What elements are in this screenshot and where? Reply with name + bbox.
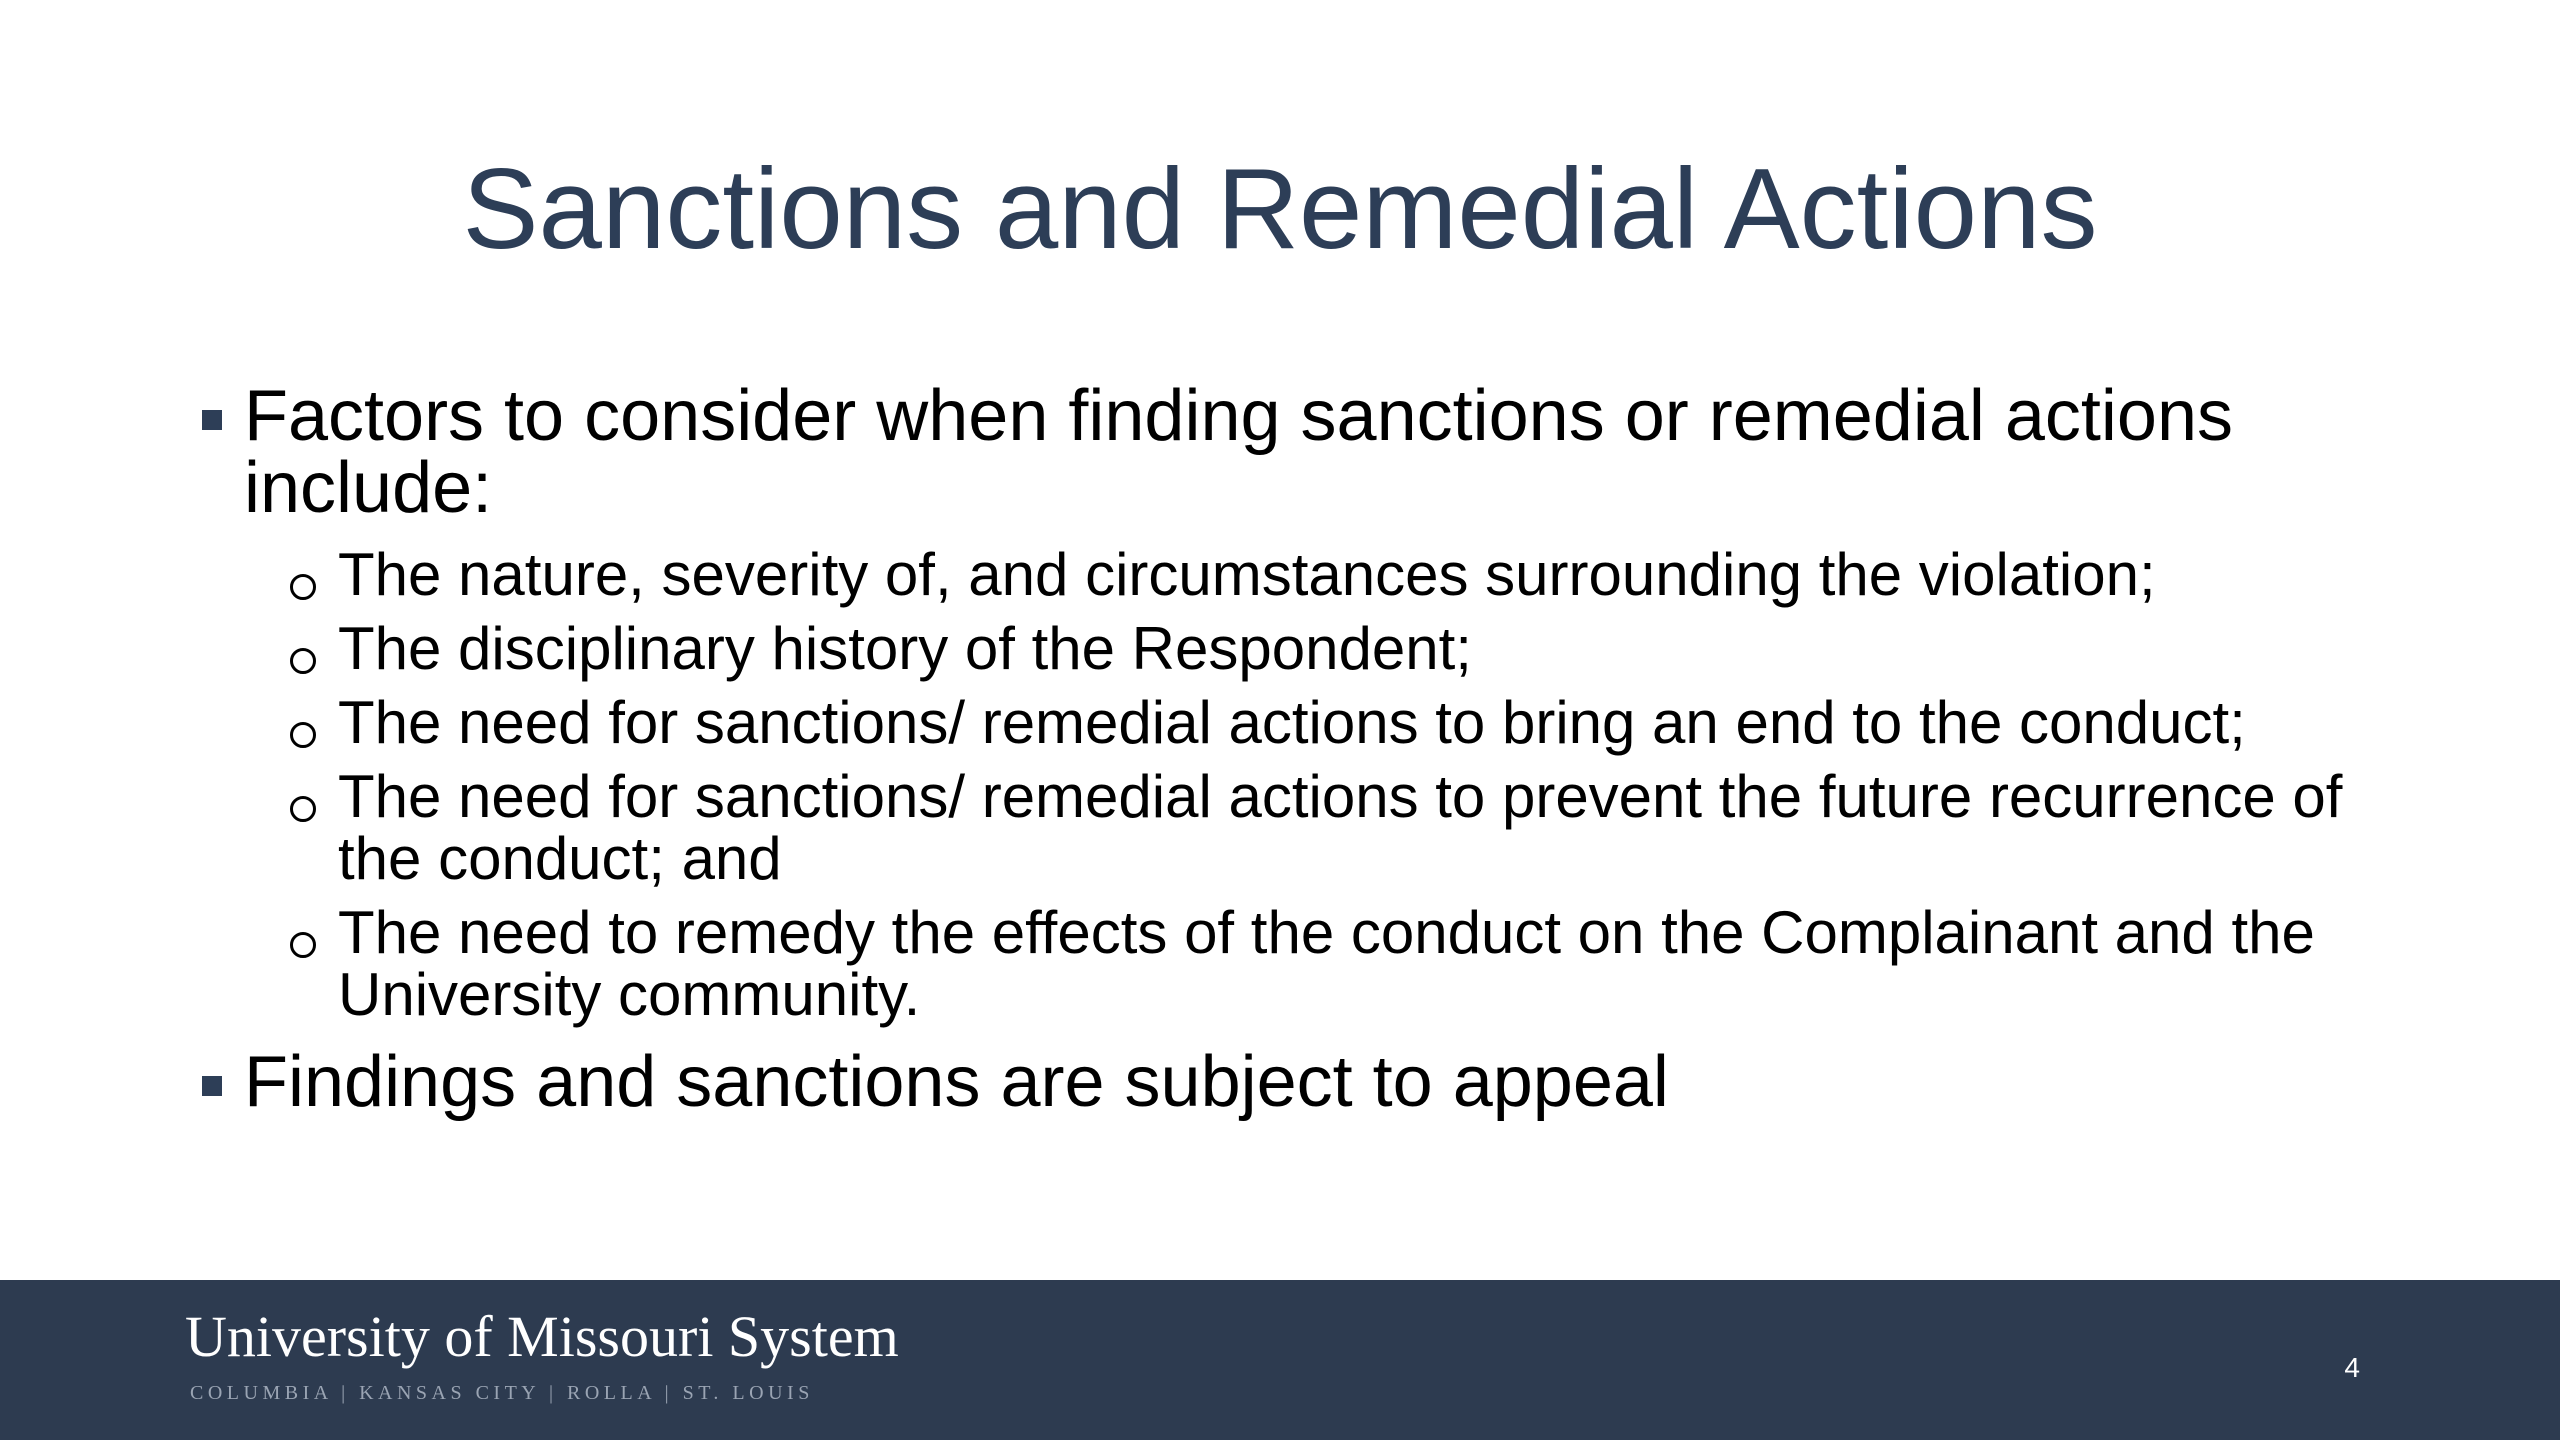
sub-bullet-text: The need to remedy the effects of the conduct on the Complainant and the University community. — [338, 899, 2315, 1028]
sub-bullet-item — [290, 763, 2410, 892]
circle-bullet-icon — [290, 722, 316, 748]
bullet-text: Factors to consider when finding sanctions or remedial actions include: — [244, 376, 2233, 528]
circle-bullet-icon — [290, 796, 316, 822]
slide-content — [190, 376, 2410, 1122]
circle-bullet-icon — [290, 932, 316, 958]
circle-bullet-icon — [290, 574, 316, 600]
bullet-factors — [190, 376, 2410, 528]
sub-bullet-text: The nature, severity of, and circumstances surrounding the violation; — [338, 541, 2156, 608]
sub-bullet-item — [290, 615, 2410, 682]
sub-bullet-text: The disciplinary history of the Respondent; — [338, 615, 1472, 682]
square-bullet-icon — [202, 1076, 222, 1096]
bullet-text: Findings and sanctions are subject to appeal — [244, 1042, 1669, 1122]
square-bullet-icon — [202, 410, 222, 430]
slide-title: Sanctions and Remedial Actions — [462, 146, 2098, 273]
sub-bullet-text: The need for sanctions/ remedial actions to bring an end to the conduct; — [338, 689, 2246, 756]
footer-bar — [0, 1280, 2560, 1440]
sub-bullet-list — [190, 541, 2410, 1028]
bullet-appeal — [190, 1042, 2410, 1122]
university-logo-name: University of Missouri System — [185, 1304, 899, 1369]
sub-bullet-item — [290, 541, 2410, 608]
campus-list: COLUMBIA | KANSAS CITY | ROLLA | ST. LOUIS — [190, 1382, 814, 1404]
circle-bullet-icon — [290, 648, 316, 674]
sub-bullet-item — [290, 689, 2410, 756]
sub-bullet-text: The need for sanctions/ remedial actions to prevent the future recurrence of the conduct; and — [338, 763, 2343, 892]
page-number: 4 — [2344, 1352, 2360, 1383]
sub-bullet-item — [290, 899, 2410, 1028]
